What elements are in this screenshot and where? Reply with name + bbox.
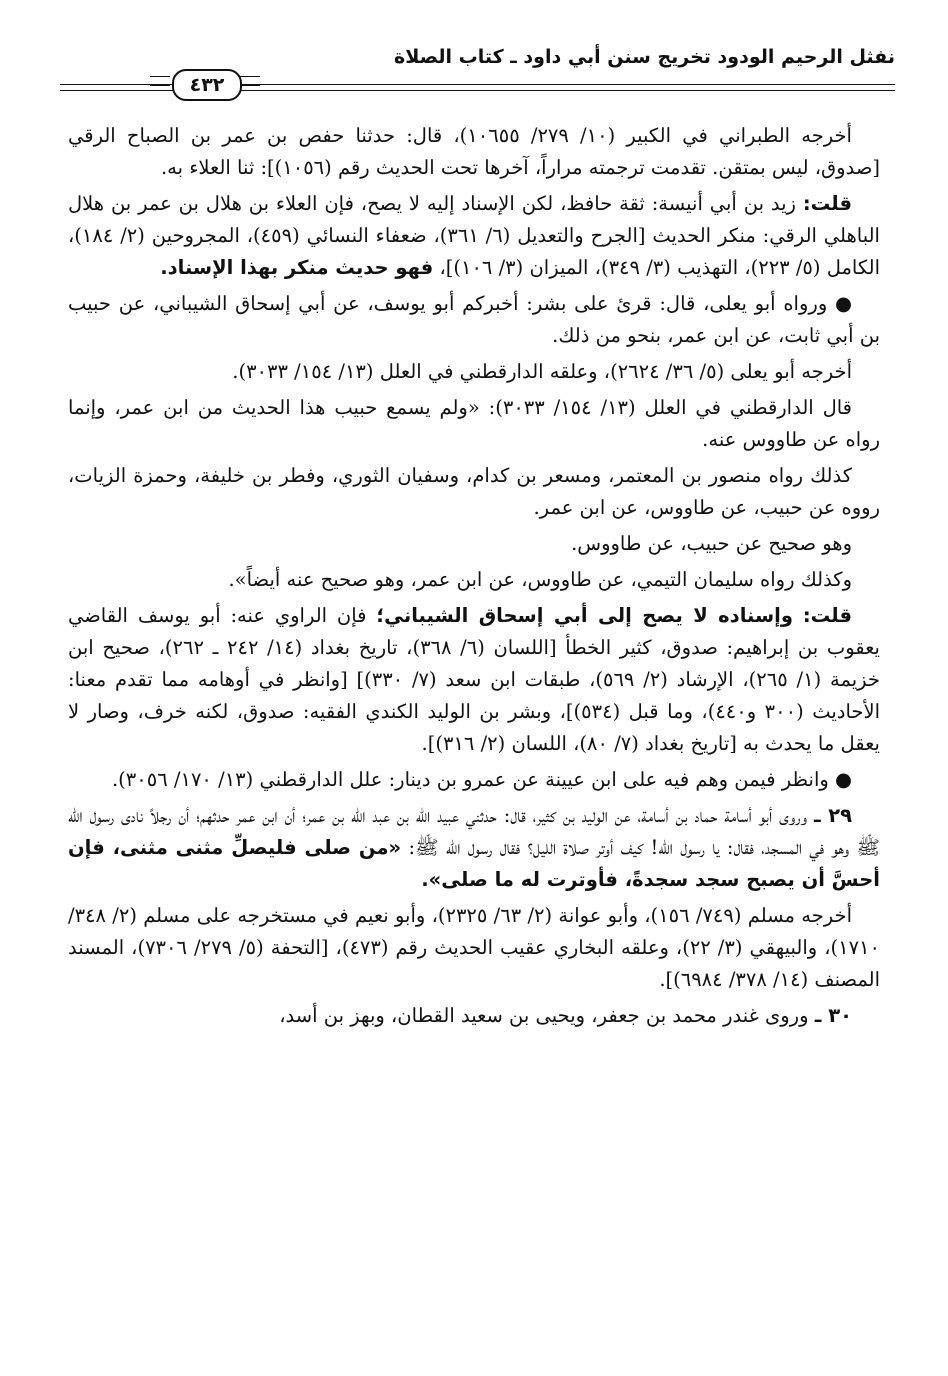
paragraph [68, 900, 880, 996]
paragraph [68, 460, 880, 524]
running-header [60, 40, 895, 100]
paragraph-text: ● وانظر فيمن وهم فيه على ابن عيينة عن عمرو بن دينار: علل الدارقطني (١٣/ ١٧٠/ ٣٠٥٦). [111, 768, 852, 791]
page-number: ٤٣٢ [172, 69, 242, 101]
paragraph-text: أخرجه الطبراني في الكبير (١٠/ ٢٧٩/ ١٠٦٥٥)، قال: حدثنا حفص بن عمر بن الصباح الرقي [صدوق، ليس بمتقن. تقدمت ترجمته مراراً، آخرها تحت الحديث رقم (١٠٥٦)]: ثنا العلاء به. [68, 124, 880, 179]
hadith-number: ٢٩ ـ [814, 804, 852, 827]
paragraph [68, 188, 880, 284]
paragraph-emphasis: وإسناده لا يصح إلى أبي إسحاق الشيباني؛ [376, 604, 793, 627]
paragraph [68, 288, 880, 352]
paragraph [68, 120, 880, 184]
paragraph-lead: قلت: [802, 604, 852, 627]
paragraph-emphasis: فهو حديث منكر بهذا الإسناد. [160, 256, 434, 279]
paragraph-text: كذلك رواه منصور بن المعتمر، ومسعر بن كدام، وسفيان الثوري، وفطر بن خليفة، وحمزة الزيات، رووه عن حبيب، عن طاووس، عن ابن عمر. [68, 464, 880, 519]
paragraph-text: وكذلك رواه سليمان التيمي، عن طاووس، عن ابن عمر، وهو صحيح عنه أيضاً». [228, 568, 852, 591]
paragraph-text [793, 604, 803, 627]
hadith-text: «من صلى فليصلِّ مثنى مثنى، فإن أحسَّ أن يصبح سجد سجدةً، فأوترت له ما صلى». [68, 836, 880, 891]
paragraph-lead: قلت: [802, 192, 852, 215]
paragraph [68, 764, 880, 796]
header-title: نفثل الرحيم الودود تخريج سنن أبي داود ـ كتاب الصلاة [394, 46, 895, 68]
paragraph-text: أخرجه مسلم (٧٤٩/ ١٥٦)، وأبو عوانة (٢/ ٦٣/ ٢٣٢٥)، وأبو نعيم في مستخرجه على مسلم (٢/ ٣٤٨/ ١٧١٠)، والبيهقي (٣/ ٢٢)، وعلقه البخاري عقيب الحديث رقم (٤٧٣)، [التحفة (٥/ ٢٧٩/ ٧٣٠٦)، المسند المصنف (١٤/ ٣٧٨/ ٦٩٨٤)]. [68, 904, 880, 991]
hadith-number: ٣٠ ـ [814, 1004, 852, 1027]
paragraph [68, 564, 880, 596]
page-number-ornament-left [150, 76, 170, 86]
paragraph-text: أخرجه أبو يعلى (٥/ ٣٦/ ٢٦٢٤)، وعلقه الدارقطني في العلل (١٣/ ١٥٤/ ٣٠٣٣). [232, 360, 852, 383]
paragraph [68, 392, 880, 456]
paragraph-text: ● ورواه أبو يعلى، قال: قرئ على بشر: أخبركم أبو يوسف، عن أبي إسحاق الشيباني، عن حبيب بن أبي ثابت، عن ابن عمر، بنحو من ذلك. [68, 292, 880, 347]
paragraph [68, 600, 880, 760]
paragraph-text: وروى أبو أسامة حماد بن أسامة، عن الوليد بن كثير، قال: حدثني عبيد الله بن عبد الله بن عمر؛ أن ابن عمر حدثهم؛ أن رجلاً نادى رسول الله ﷺ وهو في المسجد، فقال: يا رسول الله! كيف أوتر صلاة الليل؟ فقال رسول الله ﷺ: [68, 804, 880, 859]
paragraph-text: زيد بن أبي أنيسة: ثقة حافظ، لكن الإسناد إليه لا يصح، فإن العلاء بن هلال بن عمر بن هلال الباهلي الرقي: منكر الحديث [الجرح والتعديل (٦/ ٣٦١)، ضعفاء النسائي (٤٥٩)، المجروحين (٢/ ١٨٤)، الكامل (٥/ ٢٢٣)، التهذيب (٣/ ٣٤٩)، الميزان (٣/ ١٠٦)]، [68, 192, 880, 279]
body-text [68, 120, 880, 1036]
paragraph [68, 1000, 880, 1032]
paragraph-text: قال الدارقطني في العلل (١٣/ ١٥٤/ ٣٠٣٣): «ولم يسمع حبيب هذا الحديث من ابن عمر، وإنما رواه عن طاووس عنه. [68, 396, 880, 451]
paragraph-text: وهو صحيح عن حبيب، عن طاووس. [571, 532, 852, 555]
page-number-ornament-right [240, 76, 260, 86]
paragraph-text-continued: فإن الراوي عنه: أبو يوسف القاضي يعقوب بن إبراهيم: صدوق، كثير الخطأ [اللسان (٦/ ٣٦٨)، تاريخ بغداد (١٤/ ٢٤٢ ـ ٢٦٢)، صحيح ابن خزيمة (١/ ٢٦٥)، الإرشاد (٢/ ٥٦٩)، طبقات ابن سعد (٧/ ٣٣٠)] [وانظر في أوهامه مما تقدم معنا: الأحاديث (٣٠٠ و٤٤٠)، وما قبل (٥٣٤)]، وبشر بن الوليد الكندي الفقيه: صدوق، لكنه خرف، وصار لا يعقل ما يحدث به [تاريخ بغداد (٧/ ٨٠)، اللسان (٢/ ٣١٦)]. [68, 604, 880, 755]
paragraph [68, 528, 880, 560]
paragraph-text: وروى غندر محمد بن جعفر، ويحيى بن سعيد القطان، وبهز بن أسد، [279, 1004, 815, 1027]
paragraph [68, 356, 880, 388]
paragraph [68, 800, 880, 896]
